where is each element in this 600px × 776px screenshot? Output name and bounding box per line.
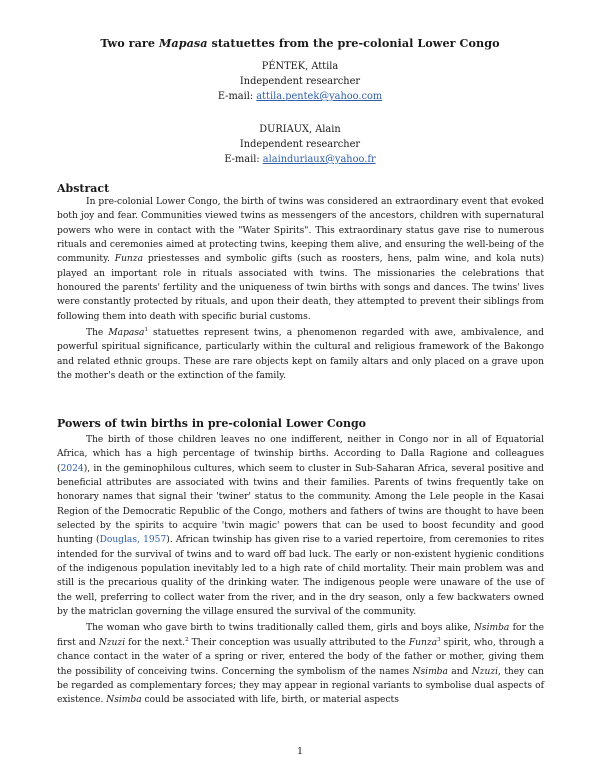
author-block-1 [0,59,600,104]
footnote-ref[interactable]: 3 [437,636,441,643]
section-paragraph-2: The woman who gave birth to twins traditionally called them, girls and boys alike, Nsimba for the first and Nzuzi for the next.$^2$ Their conception was usually attributed to the Funza$^3$ spirit, who, through a chance contact in the water of a spring or river, entered the body of the father or mother, giving them the possibility of conceiving twins. Concerning the symbolism of the names Nsimba and Nzuzi, they can be regarded as complementary forces; they may appear in regional variants to symbolise dual aspects of existence. Nsimba could be associated with life, birth, or material aspects [57,623,544,706]
footnote-ref[interactable]: 2 [185,636,189,643]
author-email-line: E-mail: attila.pentek@yahoo.com [217,91,383,102]
section-paragraph-1: The birth of those children leaves no one indifferent, neither in Congo nor in all of Equatorial Africa, which has a high percentage of twinship births. According to Dalla Ragione and colleagues (2024), in the geminophilous cultures, which seem to cluster in Sub-Saharan Africa, several positive and beneficial attributes are associated with twins and their families. Parents of twins frequently take on honorary names that signal their 'twiner' status to the community. Among the Lele people in the Kasai Region of the Democratic Republic of the Congo, mothers and fathers of twins are thought to have been selected by the spirits to acquire 'twin magic' powers that can be used to boost fecundity and good hunting (Douglas, 1957). African twinship has given rise to a varied repertoire, from ceremonies to rites intended for the survival of twins and to ward off bad luck. The early or non-existent hygienic conditions of the indigenous population inevitably led to a high rate of child mortality. Their main problem was and still is the precarious quality of the drinking water. The indigenous people were unaware of the use of the well, preferring to collect water from the river, and in the dry season, only a few backwaters owned by the matriclan governing the village ensured the survival of the community. [57,435,545,618]
footnote-ref[interactable]: 1 [144,327,148,334]
abstract-body [57,195,544,383]
author-affiliation: Independent researcher [239,139,361,150]
author-email-link[interactable]: attila.pentek@yahoo.com [256,91,383,102]
page-number: 1 [296,746,304,757]
abstract-paragraph-2: The Mapasa$^1$ statuettes represent twins, a phenomenon regarded with awe, ambivalence, and powerful spiritual significance, particularly within the cultural and religious framework of the Bakongo and related ethnic groups. These are rare objects kept on family altars and only placed on a grave upon the mother's death or the extinction of the family. [57,327,544,382]
section-body [57,433,544,708]
author-email-line: E-mail: alainduriaux@yahoo.fr [224,154,376,165]
author-name: DURIAUX, Alain [259,124,341,135]
citation-link[interactable]: Douglas, 1957 [99,535,167,546]
author-name: PÉNTEK, Attila [261,61,339,72]
author-affiliation: Independent researcher [239,76,361,87]
author-email-link[interactable]: alainduriaux@yahoo.fr [262,154,376,165]
citation-link[interactable]: 2024 [60,463,84,474]
abstract-paragraph-1: In pre-colonial Lower Congo, the birth of twins was considered an extraordinary event that evoked both joy and fear. Communities viewed twins as messengers of the ancestors, children with supernatural powers who were in contact with the "Water Spirits". This extraordinary status gave rise to numerous rituals and ceremonies aimed at protecting twins, keeping them alive, and ensuring the well-being of the community. Funza priestesses and symbolic gifts (such as roosters, hens, palm wine, and kola nuts) played an important role in rituals associated with twins. The missionaries the celebrations that honoured the parents' fertility and the uniqueness of twin births with songs and dances. The twins' lives were constantly protected by rituals, and upon their death, they attempted to prevent their siblings from following them into death with specific burial customs. [57,197,544,322]
paper-title: Two rare Mapasa statuettes from the pre-colonial Lower Congo [100,36,500,50]
abstract-heading: Abstract [57,182,110,195]
author-block-2 [0,122,600,167]
section-heading: Powers of twin births in pre-colonial Lower Congo [57,417,367,430]
